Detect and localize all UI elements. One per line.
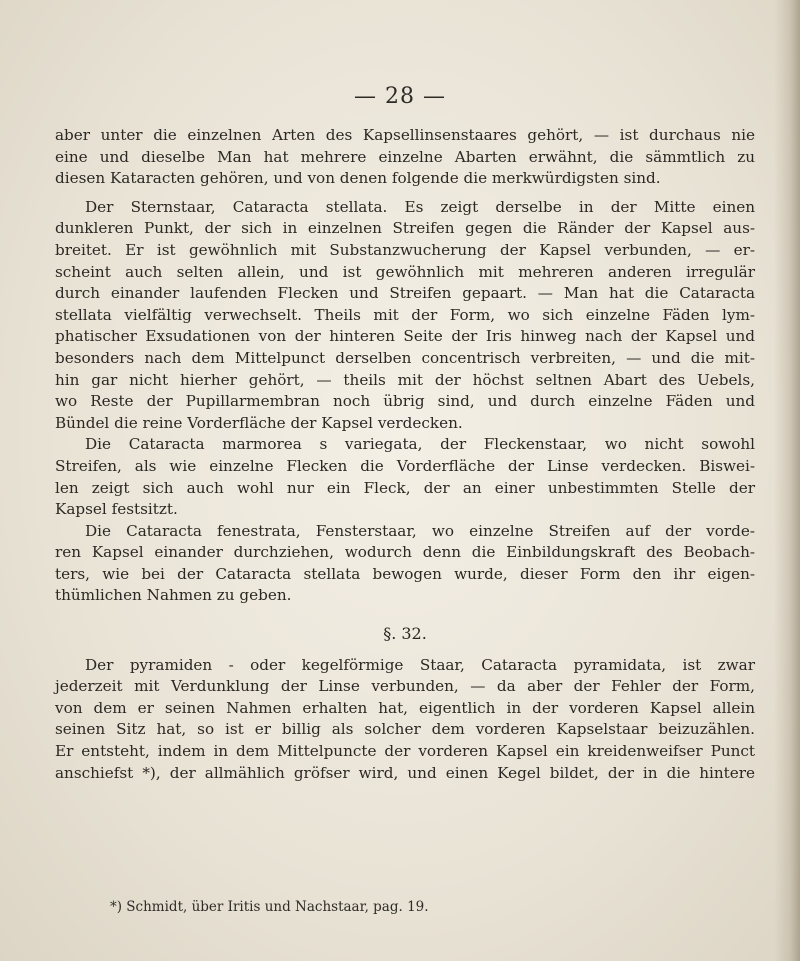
text-line: phatischer Exsudationen von der hinteren Seite der Iris hinweg nach der Kapsel und [55, 327, 755, 346]
paragraph [55, 655, 755, 785]
text-line: aber unter die einzelnen Arten des Kapsellinsenstaares gehört, — ist durchaus nie [55, 126, 755, 144]
text-line: len zeigt sich auch wohl nur ein Fleck, der an einer unbestimmten Stelle der [55, 478, 755, 497]
text-line: dunkleren Punkt, der sich in einzelnen Streifen gegen die Ränder der Kapsel aus- [55, 219, 755, 238]
text-line: ren Kapsel einander durchziehen, wodurch denn die Einbildungskraft des Beobach- [55, 543, 755, 562]
text-line: stellata vielfältig verwechselt. Theils mit der Form, wo sich einzelne Fäden lym- [55, 305, 755, 324]
page-edge-shadow [774, 0, 800, 961]
body-text [55, 125, 755, 784]
text-line: Die Cataracta fenestrata, Fensterstaar, wo einzelne Streifen auf der vorde- [85, 521, 755, 540]
text-line: von dem er seinen Nahmen erhalten hat, eigentlich in der vorderen Kapsel allein [55, 698, 755, 717]
paragraph [55, 197, 755, 435]
text-line: diesen Kataracten gehören, und von denen folgende die merkwürdigsten sind. [55, 169, 661, 188]
text-line: seinen Sitz hat, so ist er billig als solcher dem vorderen Kapselstaar beizuzählen. [55, 720, 755, 739]
text-line: hin gar nicht hierher gehört, — theils mit der höchst seltnen Abart des Uebels, [55, 370, 755, 389]
paragraph [55, 125, 755, 190]
text-line: Die Cataracta marmorea s variegata, der Fleckenstaar, wo nicht sowohl [85, 435, 755, 454]
text-line: thümlichen Nahmen zu geben. [55, 586, 292, 605]
text-line: ters, wie bei der Cataracta stellata bewogen wurde, dieser Form den ihr eigen- [55, 564, 755, 583]
text-line: eine und dieselbe Man hat mehrere einzelne Abarten erwähnt, die sämmtlich zu [55, 147, 755, 166]
text-line: Streifen, als wie einzelne Flecken die Vorderfläche der Linse verdecken. Biswei- [55, 456, 755, 475]
paragraph [55, 521, 755, 607]
text-line: Der Sternstaar, Cataracta stellata. Es zeigt derselbe in der Mitte einen [85, 197, 755, 216]
text-line: Kapsel festsitzt. [55, 500, 178, 519]
text-line: Er entsteht, indem in dem Mittelpuncte der vorderen Kapsel ein kreidenweifser Punct [55, 742, 755, 761]
text-line: anschiefst *), der allmählich gröfser wird, und einen Kegel bildet, der in die hintere [55, 763, 755, 782]
text-line: breitet. Er ist gewöhnlich mit Substanzwucherung der Kapsel verbunden, — er- [55, 240, 755, 259]
text-line: scheint auch selten allein, und ist gewöhnlich mit mehreren anderen irregulär [55, 262, 755, 281]
footnote: *) Schmidt, über Iritis und Nachstaar, pag. 19. [110, 899, 429, 915]
page-number: — 28 — [354, 84, 446, 109]
text-line: jederzeit mit Verdunklung der Linse verbunden, — da aber der Fehler der Form, [55, 677, 755, 696]
text-line: Der pyramiden - oder kegelförmige Staar, Cataracta pyramidata, ist zwar [85, 655, 755, 674]
text-line: wo Reste der Pupillarmembran noch übrig sind, und durch einzelne Fäden und [55, 392, 755, 411]
text-line: besonders nach dem Mittelpunct derselben concentrisch verbreiten, — und die mit- [55, 348, 755, 367]
text-line: durch einander laufenden Flecken und Streifen gepaart. — Man hat die Cataracta [55, 284, 755, 303]
paragraph [55, 434, 755, 520]
text-line: Bündel die reine Vorderfläche der Kapsel verdecken. [55, 413, 463, 432]
section-heading: §. 32. [383, 624, 427, 644]
